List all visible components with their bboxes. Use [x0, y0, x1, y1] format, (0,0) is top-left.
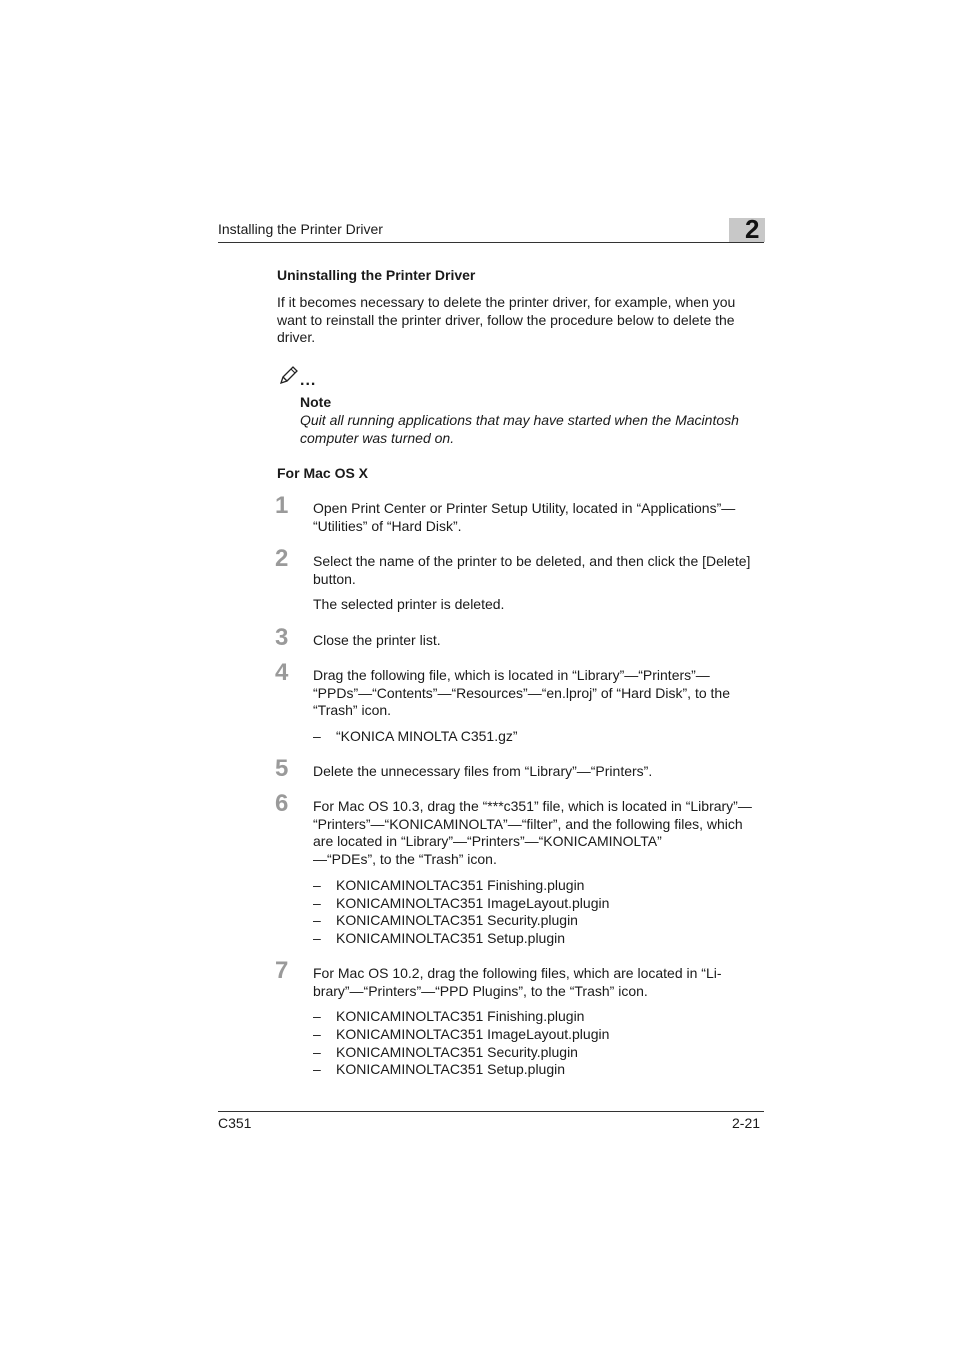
intro-line: If it becomes necessary to delete the printer driver, for example, when you [277, 294, 736, 310]
step-line: brary”—“Printers”—“PPD Plugins”, to the “Trash” icon. [313, 982, 648, 999]
list-item: KONICAMINOLTAC351 Finishing.plugin [336, 1008, 585, 1024]
step-line: “Trash” icon. [313, 702, 392, 719]
step-text [313, 798, 765, 868]
list-dash: – [313, 877, 321, 893]
step-line: “Printers”—“KONICAMINOLTA”—“filter”, and the following files, which [313, 815, 743, 832]
step-line: —“PDEs”, to the “Trash” icon. [313, 850, 497, 867]
footer-divider [218, 1111, 764, 1112]
step-line: Open Print Center or Printer Setup Utility, located in “Applications”— [313, 500, 736, 516]
list-dash: – [313, 930, 321, 946]
step-line: button. [313, 570, 356, 587]
list-item: KONICAMINOLTAC351 ImageLayout.plugin [336, 1026, 610, 1042]
step-number: 5 [275, 755, 289, 782]
note-text [300, 412, 766, 447]
step-line: Close the printer list. [313, 632, 441, 648]
pencil-note-icon [278, 364, 300, 392]
note-line: Quit all running applications that may have started when the Macintosh [300, 412, 739, 428]
step-line: For Mac OS 10.3, drag the “***c351” file, which is located in “Library”— [313, 798, 752, 814]
list-dash: – [313, 1044, 321, 1060]
list-item: KONICAMINOLTAC351 Setup.plugin [336, 930, 566, 946]
list-dash: – [313, 728, 321, 744]
step-number: 3 [275, 624, 289, 651]
step-number: 2 [275, 545, 289, 572]
list-item: “KONICA MINOLTA C351.gz” [336, 728, 518, 744]
step-line: Select the name of the printer to be deleted, and then click the [Delete] [313, 553, 751, 569]
note-dots: ... [300, 372, 317, 389]
step-line: For Mac OS 10.2, drag the following files, which are located in “Li- [313, 965, 722, 981]
list-item: KONICAMINOLTAC351 Finishing.plugin [336, 877, 585, 893]
step-number: 4 [275, 659, 289, 686]
intro-line: want to reinstall the printer driver, follow the procedure below to delete the [277, 311, 735, 328]
step-line: “Utilities” of “Hard Disk”. [313, 517, 462, 534]
subheading: For Mac OS X [277, 465, 369, 481]
section-title: Uninstalling the Printer Driver [277, 267, 476, 283]
step-text [313, 553, 765, 588]
step-text [313, 500, 765, 535]
list-item: KONICAMINOLTAC351 ImageLayout.plugin [336, 895, 610, 911]
step-line: “PPDs”—“Contents”—“Resources”—“en.lproj” of “Hard Disk”, to the [313, 684, 730, 701]
step-number: 1 [275, 492, 289, 519]
step-text [313, 667, 765, 720]
intro-paragraph [277, 294, 767, 347]
list-item: KONICAMINOLTAC351 Security.plugin [336, 1044, 578, 1060]
chapter-number: 2 [745, 214, 760, 244]
step-text [313, 965, 765, 1000]
list-dash: – [313, 1008, 321, 1024]
list-dash: – [313, 1026, 321, 1042]
step-line: are located in “Library”—“Printers”—“KONICAMINOLTA” [313, 833, 662, 850]
intro-line: driver. [277, 329, 316, 346]
note-label: Note [300, 394, 332, 410]
footer-model: C351 [218, 1115, 252, 1131]
page-number: 2-21 [732, 1115, 761, 1131]
list-item: KONICAMINOLTAC351 Setup.plugin [336, 1061, 566, 1077]
step-result: The selected printer is deleted. [313, 596, 505, 612]
list-dash: – [313, 912, 321, 928]
step-text [313, 632, 765, 650]
list-item: KONICAMINOLTAC351 Security.plugin [336, 912, 578, 928]
step-text [313, 763, 765, 781]
step-line: Delete the unnecessary files from “Library”—“Printers”. [313, 763, 653, 779]
step-number: 6 [275, 790, 289, 817]
step-line: Drag the following file, which is located in “Library”—“Printers”— [313, 667, 710, 683]
header-divider [218, 242, 764, 243]
list-dash: – [313, 1061, 321, 1077]
list-dash: – [313, 895, 321, 911]
note-line: computer was turned on. [300, 429, 455, 446]
step-number: 7 [275, 957, 289, 984]
running-header: Installing the Printer Driver [218, 221, 383, 237]
